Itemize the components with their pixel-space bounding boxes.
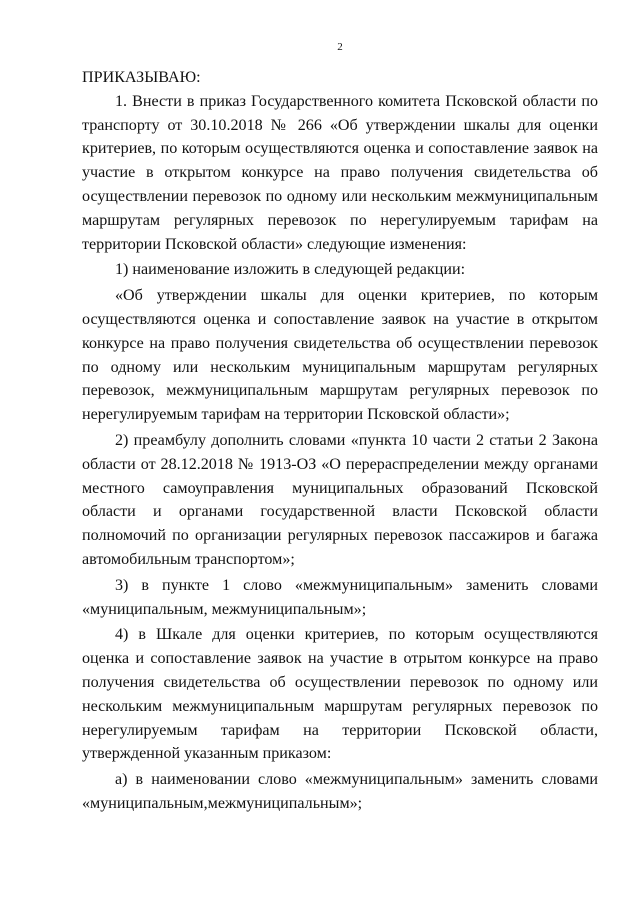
order-heading: ПРИКАЗЫВАЮ:	[82, 69, 201, 86]
paragraph-subitem-3: 3) в пункте 1 слово «межмуниципальным» заменить словами «муниципальным, межмуниципальным»;	[82, 576, 598, 618]
page-number: 2	[337, 41, 343, 53]
document-body	[82, 66, 598, 818]
paragraph-subitem-2: 2) преамбулу дополнить словами «пункта 10 части 2 статьи 2 Закона области от 28.12.2018 № 1913-ОЗ «О перераспределении между органами местного самоуправления муниципальных образований Псковской области и органами государственной власти Псковской области полномочий по организации регулярных перевозок пассажиров и багажа автомобильным транспортом»;	[82, 431, 598, 568]
paragraph-subitem-4: 4) в Шкале для оценки критериев, по которым осуществляются оценка и сопоставление заявок на участие в отрытом конкурсе на право получения свидетельства об осуществлении перевозок по одному или нескольким межмуниципальным маршрутам регулярных перевозок по нерегулируемым тарифам на территории Псковской области, утвержденной указанным приказом:	[82, 626, 598, 763]
paragraph-subitem-1: 1) наименование изложить в следующей редакции:	[115, 261, 466, 279]
paragraph-item-1: 1. Внести в приказ Государственного комитета Псковской области по транспорту от 30.10.2018 № 266 «Об утверждении шкалы для оценки критериев, по которым осуществляются оценка и сопоставление заявок на участие в открытом конкурсе на право получения свидетельства об осуществлении перевозок по одному или нескольким межмуниципальным маршрутам регулярных перевозок по нерегулируемым тарифам на территории Псковской области» следующие изменения:	[82, 92, 598, 253]
paragraph-new-title-quote: «Об утверждении шкалы для оценки критериев, по которым осуществляются оценка и сопоставление заявок на участие в открытом конкурсе на право получения свидетельства об осуществлении перевозок по одному или нескольким муниципальным маршрутам регулярных перевозок, межмуниципальным маршрутам регулярных перевозок по нерегулируемым тарифам на территории Псковской области»;	[82, 287, 598, 424]
paragraph-subitem-a: а) в наименовании слово «межмуниципальным» заменить словами «муниципальным,межмуниципальным»;	[82, 771, 598, 812]
